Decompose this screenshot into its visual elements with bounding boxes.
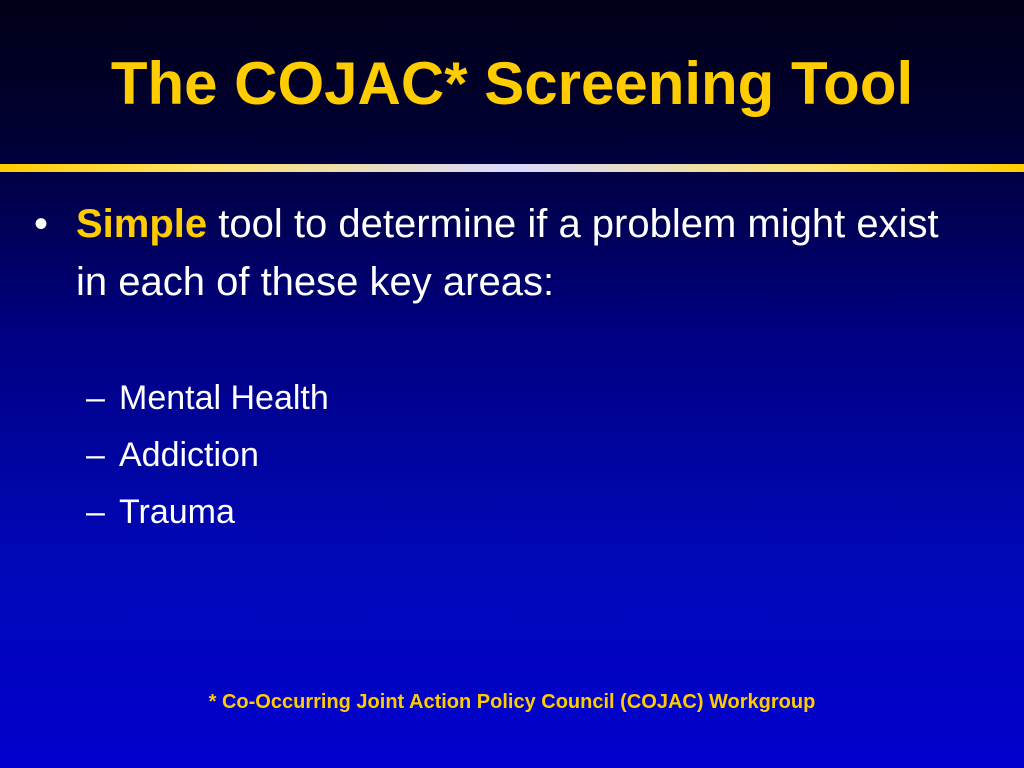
sub-bullet-label: Trauma [119, 493, 235, 531]
slide-title: The COJAC* Screening Tool [110, 50, 914, 117]
dash-marker: – [86, 379, 105, 417]
sub-bullet-label: Addiction [119, 436, 259, 474]
sub-bullet-trauma [86, 484, 786, 541]
sub-bullet-list [86, 370, 786, 541]
bullet-marker: • [34, 202, 49, 246]
bullet-text [76, 195, 966, 311]
sub-bullet-mental-health [86, 370, 786, 427]
main-bullet [34, 195, 974, 311]
emphasis-word: Simple [76, 202, 208, 246]
sub-bullet-addiction [86, 427, 786, 484]
title-divider [0, 164, 1024, 172]
sub-bullet-label: Mental Health [119, 379, 329, 417]
footnote: * Co-Occurring Joint Action Policy Council (COJAC) Workgroup [208, 691, 816, 713]
dash-marker: – [86, 436, 105, 474]
bullet-body: tool to determine if a problem might exist in each of these key areas: [76, 202, 939, 304]
dash-marker: – [86, 493, 105, 531]
